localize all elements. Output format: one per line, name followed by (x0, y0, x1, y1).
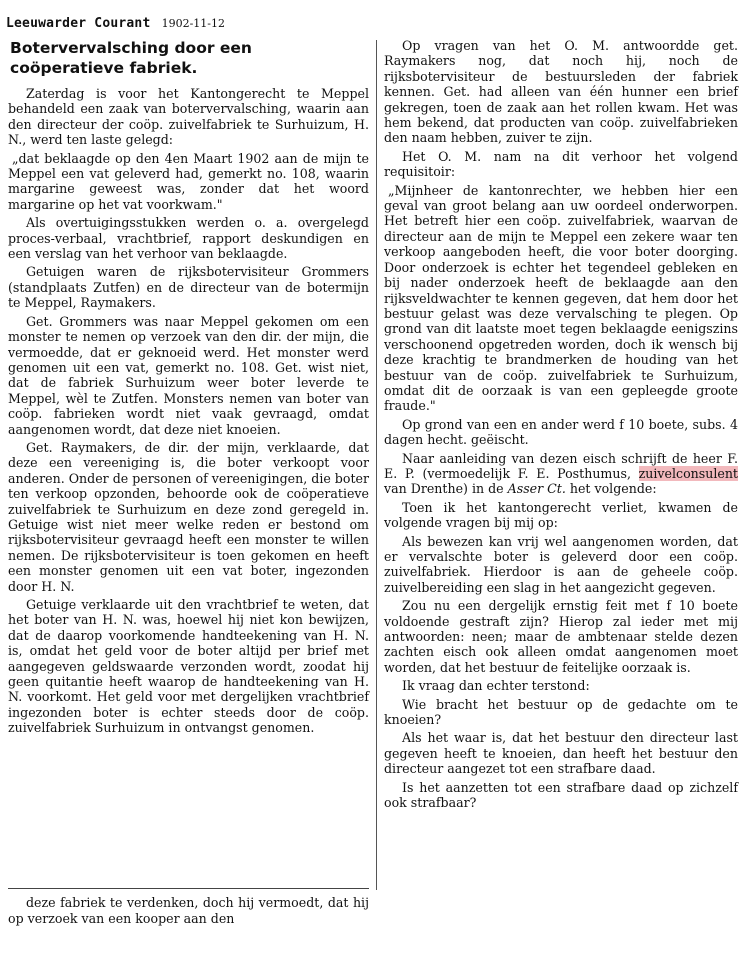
article-paragraph: Wie bracht het bestuur op de gedachte om te knoeien? (384, 696, 738, 728)
section-divider (8, 888, 369, 889)
right-column (384, 38, 738, 814)
article-paragraph: Ik vraag dan echter terstond: (402, 678, 590, 694)
article-paragraph: Op grond van een en ander werd f 10 boete, subs. 4 dagen hecht. geëischt. (384, 416, 738, 448)
article-paragraph: Getuige verklaarde uit den vrachtbrief te weten, dat het boter van H. N. was, hoewel hij niet kon bewijzen, dat de daarop voorkomende handteekening van H. N. is, omdat het geld voor de boter altijd per brief met aangegeven geldswaarde verzonden wordt, zoodat hij geen quitantie heeft waarop de handteekening van H. N. voorkomt. Het geld voor met dergelijken vrachtbrief ingezonden boter is echter steeds door de coöp. zuivelfabriek Surhuizum in ontvangst genomen. (8, 597, 369, 736)
text-span: het volgende: (569, 481, 657, 497)
article-paragraph: Als het waar is, dat het bestuur den directeur last gegeven heeft te knoeien, dan heeft het bestuur den directeur aangezet tot een strafbare daad. (384, 730, 738, 777)
text-span: Naar aanleiding van dezen eisch schrijft de heer F. E. P. (vermoedelijk F. E. Posthumus, (384, 450, 738, 481)
masthead (6, 12, 225, 32)
article-paragraph: Zaterdag is voor het Kantongerecht te Meppel behandeld een zaak van botervervalsching, waarin aan den directeur der coöp. zuivelfabriek te Surhuizum, H. N., werd ten laste gelegd: (8, 86, 369, 148)
column-divider (376, 40, 377, 890)
article-paragraph: Het O. M. nam na dit verhoor het volgend requisitoir: (384, 148, 738, 180)
article-paragraph: Op vragen van het O. M. antwoordde get. Raymakers nog, dat noch hij, noch de rijksbotervisiteur de bestuursleden der fabriek kennen. Get. had alleen van één hunner een brief gekregen, toen de zaak aan het rollen kwam. Het was hem bekend, dat producten van coöp. zuivelfabrieken den naam hebben, zuiver te zijn. (384, 38, 738, 146)
article-paragraph: deze fabriek te verdenken, doch hij vermoedt, dat hij op verzoek van een kooper aan den (8, 895, 369, 926)
article-paragraph: „dat beklaagde op den 4en Maart 1902 aan de mijn te Meppel een vat geleverd had, gemerkt no. 108, waarin margarine geweest was, zonder dat het woord margarine op het vat voorkwam." (8, 150, 369, 212)
newspaper-reference: Asser Ct. (507, 481, 566, 497)
article-paragraph: Als overtuigingsstukken werden o. a. overgelegd proces-verbaal, vrachtbrief, rapport deskundigen en een verslag van het verhoor van beklaagde. (8, 215, 369, 262)
article-paragraph (384, 451, 738, 497)
article-paragraph: Zou nu een dergelijk ernstig feit met f 10 boete voldoende gestraft zijn? Hierop zal ieder met mij antwoorden: neen; maar de ambtenaar stelde dezen zachten eisch ook alleen omdat aangenomen moet worden, dat het bestuur de feitelijke oorzaak is. (384, 598, 738, 675)
article-paragraph: Getuigen waren de rijksbotervisiteur Grommers (standplaats Zutfen) en de directeur van de botermijn te Meppel, Raymakers. (8, 264, 369, 311)
article-paragraph: Als bewezen kan vrij wel aangenomen worden, dat er vervalschte boter is geleverd door een coöp. zuivelfabriek. Hierdoor is aan de geheele coöp. zuivelbereiding een slag in het aangezicht gegeven. (384, 533, 738, 595)
article-headline: Botervervalsching door een coöperatieve fabriek. (10, 39, 252, 77)
article-paragraph: Get. Grommers was naar Meppel gekomen om een monster te nemen op verzoek van den dir. der mijn, die vermoedde, dat er geknoeid werd. Het monster werd genomen uit een vat, gemerkt no. 108. Get. wist niet, dat de fabriek Surhuizum weer boter leverde te Meppel, wèl te Zutfen. Monsters nemen van boter van coöp. fabrieken wordt niet vaak gevraagd, omdat aangenomen wordt, dat deze niet knoeien. (8, 313, 369, 437)
article-paragraph: Is het aanzetten tot een strafbare daad op zichzelf ook strafbaar? (384, 779, 738, 811)
newspaper-name: Leeuwarder Courant (6, 16, 151, 31)
continuation-block (8, 895, 369, 930)
text-span: van Drenthe) in de (384, 481, 504, 497)
requisitoir-quote: „Mijnheer de kantonrechter, we hebben hier een geval van groot belang aan uw oordeel onderworpen. Het betreft hier een coöp. zuivelfabriek, waarvan de directeur aan de mijn te Meppel een zekere waar ten verkoop aangeboden heeft, die voor boter doorging. Door onderzoek is echter het tegendeel gebleken en bij nader onderzoek heeft de beklaagde aan den rijksveldwachter te kennen gegeven, dat hem door het bestuur gelast was deze vervalsching te plegen. Op grond van dit laatste moet tegen beklaagde eenigszins verschoonend opgetreden worden, doch ik wensch bij deze krachtig te brandmerken de houding van het bestuur van de coöp. zuivelfabriek te Surhuizum, omdat dit de oorzaak is van een gepleegde groote fraude." (384, 182, 738, 414)
publication-date: 1902-11-12 (161, 17, 225, 30)
highlighted-term: zuivelconsulent (638, 465, 738, 481)
left-column (8, 38, 369, 739)
article-paragraph: Toen ik het kantongerecht verliet, kwamen de volgende vragen bij mij op: (384, 499, 738, 531)
article-paragraph: Get. Raymakers, de dir. der mijn, verklaarde, dat deze een vereeniging is, die boter verkoopt voor anderen. Onder de personen of vereenigingen, die boter ten verkoop opzonden, behoorde ook de coöperatieve zuivelfabriek te Surhuizum en deze zond geregeld in. Getuige wist niet meer welke reden er bestond om rijksbotervisiteur gevraagd heeft een monster te willen nemen. De rijksbotervisiteur is toen gekomen en heeft een monster genomen uit een vat boter, ingezonden door H. N. (8, 439, 369, 594)
